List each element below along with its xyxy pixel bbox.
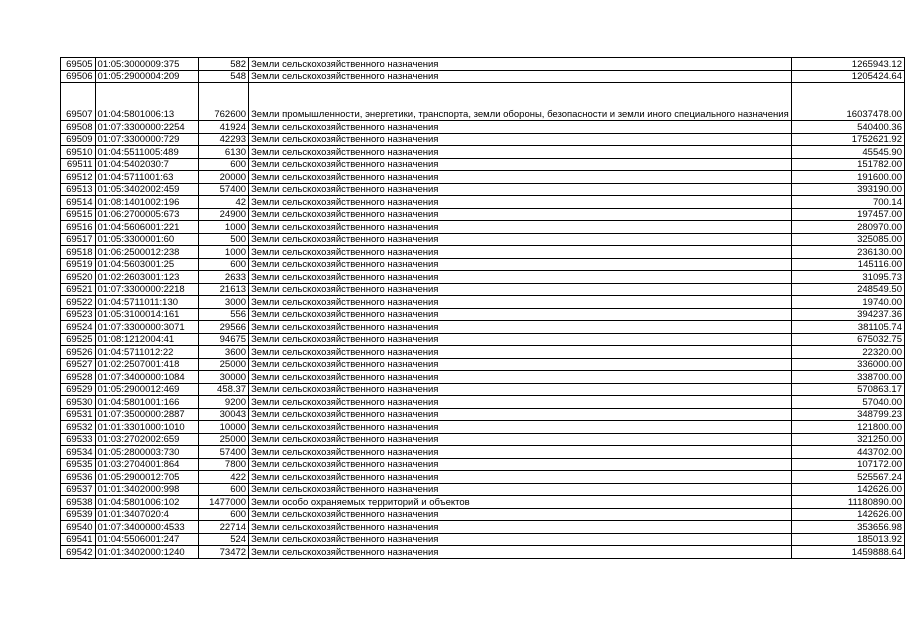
cadastral-value-cell: 11180890.00 bbox=[791, 496, 904, 509]
table-row bbox=[61, 271, 905, 284]
cadastral-value-cell: 185013.92 bbox=[791, 533, 904, 546]
cadastral-number-cell: 01:04:5801006:13 bbox=[95, 83, 199, 121]
land-category-cell: Земли сельскохозяйственного назначения bbox=[249, 333, 792, 346]
cadastral-value-cell: 1205424.64 bbox=[791, 70, 904, 83]
area-cell: 3600 bbox=[199, 346, 249, 359]
area-cell: 582 bbox=[199, 58, 249, 71]
row-id-cell: 69510 bbox=[61, 146, 96, 159]
cadastral-number-cell: 01:07:3300000:2218 bbox=[95, 283, 199, 296]
cadastral-number-cell: 01:05:2900004:209 bbox=[95, 70, 199, 83]
row-id-cell: 69514 bbox=[61, 196, 96, 209]
row-id-cell: 69506 bbox=[61, 70, 96, 83]
cadastral-value-cell: 145116.00 bbox=[791, 258, 904, 271]
cadastral-number-cell: 01:04:5711001:63 bbox=[95, 171, 199, 184]
cadastral-value-cell: 236130.00 bbox=[791, 246, 904, 259]
row-id-cell: 69511 bbox=[61, 158, 96, 171]
area-cell: 9200 bbox=[199, 396, 249, 409]
land-category-cell: Земли сельскохозяйственного назначения bbox=[249, 58, 792, 71]
land-category-cell: Земли сельскохозяйственного назначения bbox=[249, 133, 792, 146]
cadastral-value-cell: 325085.00 bbox=[791, 233, 904, 246]
row-id-cell: 69531 bbox=[61, 408, 96, 421]
area-cell: 25000 bbox=[199, 433, 249, 446]
land-category-cell: Земли сельскохозяйственного назначения bbox=[249, 158, 792, 171]
area-cell: 24900 bbox=[199, 208, 249, 221]
cadastral-value-cell: 321250.00 bbox=[791, 433, 904, 446]
cadastral-number-cell: 01:05:2900012:705 bbox=[95, 471, 199, 484]
cadastral-value-cell: 45545.90 bbox=[791, 146, 904, 159]
table-row bbox=[61, 496, 905, 509]
land-category-cell: Земли сельскохозяйственного назначения bbox=[249, 146, 792, 159]
area-cell: 600 bbox=[199, 508, 249, 521]
table-row bbox=[61, 483, 905, 496]
land-category-cell: Земли сельскохозяйственного назначения bbox=[249, 196, 792, 209]
cadastral-number-cell: 01:07:3300000:2254 bbox=[95, 121, 199, 134]
area-cell: 600 bbox=[199, 258, 249, 271]
row-id-cell: 69520 bbox=[61, 271, 96, 284]
cadastral-number-cell: 01:07:3400000:4533 bbox=[95, 521, 199, 534]
cadastral-value-cell: 121800.00 bbox=[791, 421, 904, 434]
cadastral-number-cell: 01:05:3402002:459 bbox=[95, 183, 199, 196]
row-id-cell: 69507 bbox=[61, 83, 96, 121]
cadastral-number-cell: 01:04:5603001:25 bbox=[95, 258, 199, 271]
cadastral-number-cell: 01:05:3300001:60 bbox=[95, 233, 199, 246]
table-row bbox=[61, 471, 905, 484]
row-id-cell: 69539 bbox=[61, 508, 96, 521]
area-cell: 42293 bbox=[199, 133, 249, 146]
cadastral-value-cell: 675032.75 bbox=[791, 333, 904, 346]
area-cell: 30000 bbox=[199, 371, 249, 384]
row-id-cell: 69509 bbox=[61, 133, 96, 146]
cadastral-value-cell: 394237.36 bbox=[791, 308, 904, 321]
area-cell: 1000 bbox=[199, 246, 249, 259]
cadastral-value-cell: 525567.24 bbox=[791, 471, 904, 484]
land-category-cell: Земли сельскохозяйственного назначения bbox=[249, 396, 792, 409]
cadastral-value-cell: 443702.00 bbox=[791, 446, 904, 459]
cadastral-number-cell: 01:06:2500012:238 bbox=[95, 246, 199, 259]
cadastral-value-cell: 348799.23 bbox=[791, 408, 904, 421]
cadastral-value-cell: 31095.73 bbox=[791, 271, 904, 284]
land-category-cell: Земли сельскохозяйственного назначения bbox=[249, 471, 792, 484]
cadastral-number-cell: 01:01:3402000:1240 bbox=[95, 546, 199, 559]
land-category-cell: Земли сельскохозяйственного назначения bbox=[249, 433, 792, 446]
cadastral-value-cell: 1752621.92 bbox=[791, 133, 904, 146]
cadastral-value-cell: 700.14 bbox=[791, 196, 904, 209]
table-row bbox=[61, 246, 905, 259]
table-row bbox=[61, 533, 905, 546]
area-cell: 57400 bbox=[199, 183, 249, 196]
table-row bbox=[61, 121, 905, 134]
cadastral-number-cell: 01:04:5511005:489 bbox=[95, 146, 199, 159]
land-category-cell: Земли сельскохозяйственного назначения bbox=[249, 521, 792, 534]
row-id-cell: 69534 bbox=[61, 446, 96, 459]
cadastral-number-cell: 01:04:5801006:102 bbox=[95, 496, 199, 509]
row-id-cell: 69542 bbox=[61, 546, 96, 559]
table-row bbox=[61, 358, 905, 371]
cadastral-number-cell: 01:01:3407020:4 bbox=[95, 508, 199, 521]
table-row bbox=[61, 221, 905, 234]
area-cell: 30043 bbox=[199, 408, 249, 421]
table-body bbox=[61, 58, 905, 559]
row-id-cell: 69517 bbox=[61, 233, 96, 246]
table-row bbox=[61, 308, 905, 321]
area-cell: 600 bbox=[199, 158, 249, 171]
cadastral-value-cell: 197457.00 bbox=[791, 208, 904, 221]
land-category-cell: Земли сельскохозяйственного назначения bbox=[249, 208, 792, 221]
cadastral-number-cell: 01:05:3000009:375 bbox=[95, 58, 199, 71]
row-id-cell: 69518 bbox=[61, 246, 96, 259]
area-cell: 94675 bbox=[199, 333, 249, 346]
land-registry-table bbox=[60, 57, 905, 559]
cadastral-value-cell: 540400.36 bbox=[791, 121, 904, 134]
row-id-cell: 69540 bbox=[61, 521, 96, 534]
table-row bbox=[61, 283, 905, 296]
land-category-cell: Земли сельскохозяйственного назначения bbox=[249, 483, 792, 496]
cadastral-value-cell: 280970.00 bbox=[791, 221, 904, 234]
cadastral-value-cell: 248549.50 bbox=[791, 283, 904, 296]
table-row bbox=[61, 196, 905, 209]
table-row bbox=[61, 408, 905, 421]
table-row bbox=[61, 208, 905, 221]
cadastral-number-cell: 01:07:3300000:729 bbox=[95, 133, 199, 146]
land-category-cell: Земли сельскохозяйственного назначения bbox=[249, 258, 792, 271]
table-row bbox=[61, 433, 905, 446]
row-id-cell: 69516 bbox=[61, 221, 96, 234]
land-category-cell: Земли сельскохозяйственного назначения bbox=[249, 408, 792, 421]
cadastral-number-cell: 01:04:5801001:166 bbox=[95, 396, 199, 409]
area-cell: 458.37 bbox=[199, 383, 249, 396]
table-row bbox=[61, 421, 905, 434]
land-category-cell: Земли сельскохозяйственного назначения bbox=[249, 346, 792, 359]
cadastral-value-cell: 570863.17 bbox=[791, 383, 904, 396]
table-row bbox=[61, 396, 905, 409]
table-row bbox=[61, 258, 905, 271]
land-category-cell: Земли сельскохозяйственного назначения bbox=[249, 283, 792, 296]
area-cell: 556 bbox=[199, 308, 249, 321]
table-row bbox=[61, 233, 905, 246]
cadastral-value-cell: 151782.00 bbox=[791, 158, 904, 171]
table-row bbox=[61, 458, 905, 471]
table-row bbox=[61, 146, 905, 159]
area-cell: 500 bbox=[199, 233, 249, 246]
land-category-cell: Земли сельскохозяйственного назначения bbox=[249, 221, 792, 234]
cadastral-number-cell: 01:04:5402030:7 bbox=[95, 158, 199, 171]
land-category-cell: Земли сельскохозяйственного назначения bbox=[249, 121, 792, 134]
row-id-cell: 69508 bbox=[61, 121, 96, 134]
land-category-cell: Земли сельскохозяйственного назначения bbox=[249, 533, 792, 546]
area-cell: 42 bbox=[199, 196, 249, 209]
land-category-cell: Земли сельскохозяйственного назначения bbox=[249, 233, 792, 246]
area-cell: 422 bbox=[199, 471, 249, 484]
row-id-cell: 69515 bbox=[61, 208, 96, 221]
land-category-cell: Земли сельскохозяйственного назначения bbox=[249, 171, 792, 184]
cadastral-value-cell: 191600.00 bbox=[791, 171, 904, 184]
table-row bbox=[61, 171, 905, 184]
land-category-cell: Земли сельскохозяйственного назначения bbox=[249, 70, 792, 83]
land-category-cell: Земли особо охраняемых территорий и объектов bbox=[249, 496, 792, 509]
area-cell: 22714 bbox=[199, 521, 249, 534]
area-cell: 6130 bbox=[199, 146, 249, 159]
row-id-cell: 69519 bbox=[61, 258, 96, 271]
table-row bbox=[61, 333, 905, 346]
row-id-cell: 69526 bbox=[61, 346, 96, 359]
cadastral-number-cell: 01:04:5506001:247 bbox=[95, 533, 199, 546]
cadastral-number-cell: 01:05:2900012:469 bbox=[95, 383, 199, 396]
area-cell: 57400 bbox=[199, 446, 249, 459]
cadastral-number-cell: 01:01:3301000:1010 bbox=[95, 421, 199, 434]
land-category-cell: Земли сельскохозяйственного назначения bbox=[249, 246, 792, 259]
cadastral-value-cell: 57040.00 bbox=[791, 396, 904, 409]
land-category-cell: Земли сельскохозяйственного назначения bbox=[249, 546, 792, 559]
row-id-cell: 69512 bbox=[61, 171, 96, 184]
row-id-cell: 69528 bbox=[61, 371, 96, 384]
cadastral-value-cell: 107172.00 bbox=[791, 458, 904, 471]
cadastral-number-cell: 01:03:2702002:659 bbox=[95, 433, 199, 446]
cadastral-number-cell: 01:04:5606001:221 bbox=[95, 221, 199, 234]
row-id-cell: 69536 bbox=[61, 471, 96, 484]
area-cell: 2633 bbox=[199, 271, 249, 284]
cadastral-value-cell: 142626.00 bbox=[791, 508, 904, 521]
table-row bbox=[61, 158, 905, 171]
area-cell: 21613 bbox=[199, 283, 249, 296]
cadastral-number-cell: 01:04:5711012:22 bbox=[95, 346, 199, 359]
land-category-cell: Земли сельскохозяйственного назначения bbox=[249, 271, 792, 284]
land-category-cell: Земли сельскохозяйственного назначения bbox=[249, 358, 792, 371]
table-row bbox=[61, 521, 905, 534]
table-row bbox=[61, 546, 905, 559]
cadastral-number-cell: 01:07:3300000:3071 bbox=[95, 321, 199, 334]
area-cell: 10000 bbox=[199, 421, 249, 434]
area-cell: 73472 bbox=[199, 546, 249, 559]
cadastral-value-cell: 381105.74 bbox=[791, 321, 904, 334]
area-cell: 548 bbox=[199, 70, 249, 83]
cadastral-number-cell: 01:05:3100014:161 bbox=[95, 308, 199, 321]
cadastral-value-cell: 19740.00 bbox=[791, 296, 904, 309]
cadastral-number-cell: 01:05:2800003:730 bbox=[95, 446, 199, 459]
cadastral-number-cell: 01:08:1212004:41 bbox=[95, 333, 199, 346]
cadastral-value-cell: 142626.00 bbox=[791, 483, 904, 496]
area-cell: 29566 bbox=[199, 321, 249, 334]
land-category-cell: Земли сельскохозяйственного назначения bbox=[249, 371, 792, 384]
table-row bbox=[61, 321, 905, 334]
cadastral-value-cell: 22320.00 bbox=[791, 346, 904, 359]
land-category-cell: Земли сельскохозяйственного назначения bbox=[249, 296, 792, 309]
area-cell: 41924 bbox=[199, 121, 249, 134]
table-row bbox=[61, 83, 905, 121]
area-cell: 762600 bbox=[199, 83, 249, 121]
cadastral-number-cell: 01:07:3400000:1084 bbox=[95, 371, 199, 384]
table-row bbox=[61, 508, 905, 521]
row-id-cell: 69533 bbox=[61, 433, 96, 446]
table-row bbox=[61, 70, 905, 83]
area-cell: 1000 bbox=[199, 221, 249, 234]
row-id-cell: 69535 bbox=[61, 458, 96, 471]
land-category-cell: Земли сельскохозяйственного назначения bbox=[249, 383, 792, 396]
cadastral-number-cell: 01:02:2507001:418 bbox=[95, 358, 199, 371]
table-row bbox=[61, 133, 905, 146]
row-id-cell: 69527 bbox=[61, 358, 96, 371]
land-category-cell: Земли промышленности, энергетики, транспорта, земли обороны, безопасности и земли иного специального назначения bbox=[249, 83, 792, 121]
row-id-cell: 69532 bbox=[61, 421, 96, 434]
cadastral-value-cell: 336000.00 bbox=[791, 358, 904, 371]
table-row bbox=[61, 346, 905, 359]
table-row bbox=[61, 383, 905, 396]
cadastral-value-cell: 338700.00 bbox=[791, 371, 904, 384]
land-category-cell: Земли сельскохозяйственного назначения bbox=[249, 308, 792, 321]
cadastral-value-cell: 353656.98 bbox=[791, 521, 904, 534]
row-id-cell: 69513 bbox=[61, 183, 96, 196]
land-category-cell: Земли сельскохозяйственного назначения bbox=[249, 421, 792, 434]
land-category-cell: Земли сельскохозяйственного назначения bbox=[249, 508, 792, 521]
cadastral-value-cell: 393190.00 bbox=[791, 183, 904, 196]
cadastral-value-cell: 16037478.00 bbox=[791, 83, 904, 121]
row-id-cell: 69522 bbox=[61, 296, 96, 309]
cadastral-number-cell: 01:04:5711011:130 bbox=[95, 296, 199, 309]
row-id-cell: 69521 bbox=[61, 283, 96, 296]
cadastral-number-cell: 01:03:2704001:864 bbox=[95, 458, 199, 471]
area-cell: 524 bbox=[199, 533, 249, 546]
row-id-cell: 69538 bbox=[61, 496, 96, 509]
cadastral-number-cell: 01:06:2700005:673 bbox=[95, 208, 199, 221]
area-cell: 600 bbox=[199, 483, 249, 496]
area-cell: 25000 bbox=[199, 358, 249, 371]
row-id-cell: 69505 bbox=[61, 58, 96, 71]
table-row bbox=[61, 183, 905, 196]
cadastral-number-cell: 01:07:3500000:2887 bbox=[95, 408, 199, 421]
cadastral-value-cell: 1265943.12 bbox=[791, 58, 904, 71]
area-cell: 3000 bbox=[199, 296, 249, 309]
row-id-cell: 69537 bbox=[61, 483, 96, 496]
row-id-cell: 69530 bbox=[61, 396, 96, 409]
table-row bbox=[61, 446, 905, 459]
area-cell: 1477000 bbox=[199, 496, 249, 509]
cadastral-value-cell: 1459888.64 bbox=[791, 546, 904, 559]
table-row bbox=[61, 296, 905, 309]
cadastral-number-cell: 01:02:2603001:123 bbox=[95, 271, 199, 284]
table-row bbox=[61, 58, 905, 71]
row-id-cell: 69523 bbox=[61, 308, 96, 321]
row-id-cell: 69529 bbox=[61, 383, 96, 396]
area-cell: 20000 bbox=[199, 171, 249, 184]
land-category-cell: Земли сельскохозяйственного назначения bbox=[249, 183, 792, 196]
land-category-cell: Земли сельскохозяйственного назначения bbox=[249, 458, 792, 471]
area-cell: 7800 bbox=[199, 458, 249, 471]
cadastral-number-cell: 01:01:3402000:998 bbox=[95, 483, 199, 496]
cadastral-number-cell: 01:08:1401002:196 bbox=[95, 196, 199, 209]
land-category-cell: Земли сельскохозяйственного назначения bbox=[249, 321, 792, 334]
row-id-cell: 69524 bbox=[61, 321, 96, 334]
row-id-cell: 69525 bbox=[61, 333, 96, 346]
row-id-cell: 69541 bbox=[61, 533, 96, 546]
table-row bbox=[61, 371, 905, 384]
land-category-cell: Земли сельскохозяйственного назначения bbox=[249, 446, 792, 459]
